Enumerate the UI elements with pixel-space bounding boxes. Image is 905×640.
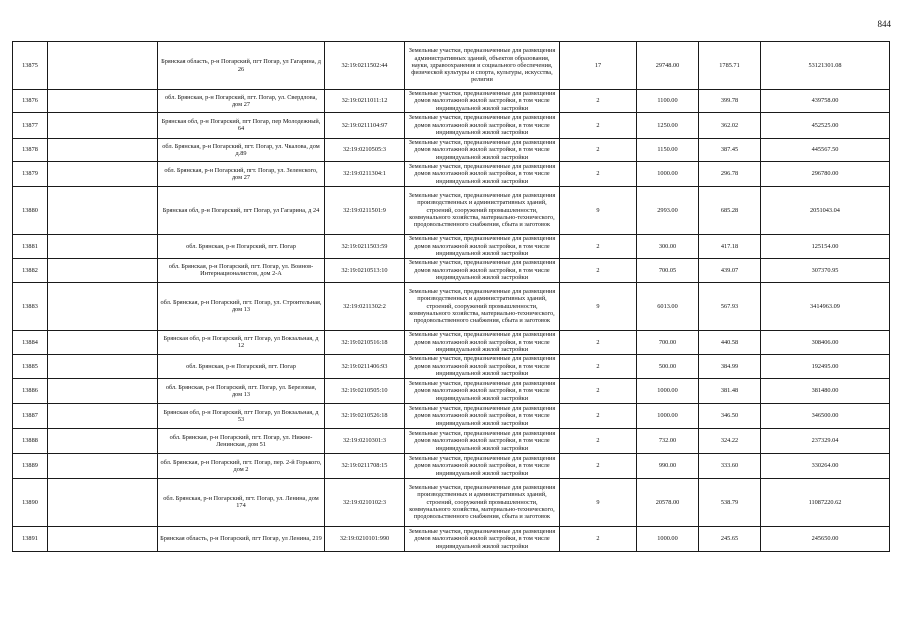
cadastral-number-cell: 32:19:0210505:3	[325, 138, 405, 161]
area-cell: 1000.00	[637, 161, 699, 186]
cadastral-number-cell: 32:19:0211304:1	[325, 161, 405, 186]
row-id-cell: 13881	[13, 234, 48, 258]
table-row	[13, 90, 890, 113]
land-purpose-cell: Земельные участки, предназначенные для размещения домов малоэтажной жилой застройки, в том числе индивидуальной жилой застройки	[405, 234, 560, 258]
specific-value-cell: 685.28	[699, 186, 761, 234]
row-id-cell: 13887	[13, 403, 48, 428]
empty-cell	[48, 234, 158, 258]
specific-value-cell: 333.60	[699, 453, 761, 478]
land-purpose-cell: Земельные участки, предназначенные для размещения домов малоэтажной жилой застройки, в том числе индивидуальной жилой застройки	[405, 428, 560, 453]
table-row	[13, 526, 890, 551]
table-row	[13, 453, 890, 478]
page-number: 844	[877, 19, 891, 29]
specific-value-cell: 245.65	[699, 526, 761, 551]
empty-cell	[48, 453, 158, 478]
row-id-cell: 13880	[13, 186, 48, 234]
cadastral-number-cell: 32:19:0211104:97	[325, 112, 405, 138]
group-cell: 2	[560, 378, 637, 403]
cadastral-number-cell: 32:19:0210526:18	[325, 403, 405, 428]
cadastral-value-cell: 11087220.62	[761, 478, 890, 526]
cadastral-value-cell: 346500.00	[761, 403, 890, 428]
specific-value-cell: 387.45	[699, 138, 761, 161]
group-cell: 2	[560, 453, 637, 478]
area-cell: 1000.00	[637, 526, 699, 551]
cadastral-value-cell: 237329.04	[761, 428, 890, 453]
table-row	[13, 258, 890, 282]
group-cell: 2	[560, 234, 637, 258]
area-cell: 1250.00	[637, 112, 699, 138]
table-row	[13, 282, 890, 330]
row-id-cell: 13879	[13, 161, 48, 186]
group-cell: 2	[560, 90, 637, 113]
row-id-cell: 13888	[13, 428, 48, 453]
cadastral-value-cell: 296780.00	[761, 161, 890, 186]
land-purpose-cell: Земельные участки, предназначенные для размещения производственных и административных зданий, строений, сооружений промышленности, коммунального хозяйства, материально-технического, продовольственного снабжения, сбыта и заготовок	[405, 186, 560, 234]
cadastral-number-cell: 32:19:0210505:10	[325, 378, 405, 403]
empty-cell	[48, 526, 158, 551]
area-cell: 1100.00	[637, 90, 699, 113]
cadastral-value-cell: 245650.00	[761, 526, 890, 551]
specific-value-cell: 296.78	[699, 161, 761, 186]
group-cell: 9	[560, 282, 637, 330]
row-id-cell: 13883	[13, 282, 48, 330]
land-purpose-cell: Земельные участки, предназначенные для размещения домов малоэтажной жилой застройки, в том числе индивидуальной жилой застройки	[405, 90, 560, 113]
empty-cell	[48, 282, 158, 330]
table-row	[13, 478, 890, 526]
cadastral-number-cell: 32:19:0210301:3	[325, 428, 405, 453]
table-row	[13, 330, 890, 354]
row-id-cell: 13882	[13, 258, 48, 282]
cadastral-value-cell: 2051043.04	[761, 186, 890, 234]
group-cell: 2	[560, 112, 637, 138]
empty-cell	[48, 330, 158, 354]
address-cell: обл. Брянская, р-н Погарский, пгт. Погар, пер. 2-й Горького, дом 2	[158, 453, 325, 478]
row-id-cell: 13877	[13, 112, 48, 138]
empty-cell	[48, 478, 158, 526]
cadastral-value-cell: 308406.00	[761, 330, 890, 354]
table-row	[13, 403, 890, 428]
address-cell: Брянская область, р-н Погарский, пгт Погар, ул Гагарина, д 26	[158, 42, 325, 90]
area-cell: 1150.00	[637, 138, 699, 161]
land-purpose-cell: Земельные участки, предназначенные для размещения домов малоэтажной жилой застройки, в том числе индивидуальной жилой застройки	[405, 453, 560, 478]
group-cell: 9	[560, 478, 637, 526]
row-id-cell: 13876	[13, 90, 48, 113]
address-cell: Брянская обл, р-н Погарский, пгт Погар, пер Молодежный, 64	[158, 112, 325, 138]
address-cell: Брянская обл, р-н Погарский, пгт Погар, ул Вокзальная, д 12	[158, 330, 325, 354]
specific-value-cell: 362.02	[699, 112, 761, 138]
land-purpose-cell: Земельные участки, предназначенные для размещения домов малоэтажной жилой застройки, в том числе индивидуальной жилой застройки	[405, 112, 560, 138]
specific-value-cell: 567.93	[699, 282, 761, 330]
group-cell: 2	[560, 403, 637, 428]
empty-cell	[48, 161, 158, 186]
cadastral-value-cell: 192495.00	[761, 354, 890, 378]
row-id-cell: 13889	[13, 453, 48, 478]
cadastral-value-cell: 307370.95	[761, 258, 890, 282]
cadastral-number-cell: 32:19:0211502:44	[325, 42, 405, 90]
cadastral-value-cell: 445567.50	[761, 138, 890, 161]
group-cell: 2	[560, 138, 637, 161]
cadastral-number-cell: 32:19:0210101:990	[325, 526, 405, 551]
land-purpose-cell: Земельные участки, предназначенные для размещения домов малоэтажной жилой застройки, в том числе индивидуальной жилой застройки	[405, 138, 560, 161]
address-cell: обл. Брянская, р-н Погарский, пгт. Погар, ул. Строительная, дом 13	[158, 282, 325, 330]
cadastral-value-cell: 452525.00	[761, 112, 890, 138]
table-row	[13, 428, 890, 453]
area-cell: 1000.00	[637, 378, 699, 403]
address-cell: обл. Брянская, р-н Погарский, пгт. Погар, ул. Березовая, дом 13	[158, 378, 325, 403]
area-cell: 700.05	[637, 258, 699, 282]
area-cell: 2993.00	[637, 186, 699, 234]
table-row	[13, 234, 890, 258]
specific-value-cell: 439.07	[699, 258, 761, 282]
empty-cell	[48, 90, 158, 113]
land-purpose-cell: Земельные участки, предназначенные для размещения домов малоэтажной жилой застройки, в том числе индивидуальной жилой застройки	[405, 330, 560, 354]
table-row	[13, 138, 890, 161]
specific-value-cell: 1785.71	[699, 42, 761, 90]
empty-cell	[48, 112, 158, 138]
cadastral-value-cell: 3414963.09	[761, 282, 890, 330]
row-id-cell: 13886	[13, 378, 48, 403]
cadastral-number-cell: 32:19:0211406:93	[325, 354, 405, 378]
cadastral-value-cell: 439758.00	[761, 90, 890, 113]
address-cell: обл. Брянская, р-н Погарский, пгт. Погар	[158, 354, 325, 378]
row-id-cell: 13884	[13, 330, 48, 354]
empty-cell	[48, 138, 158, 161]
land-purpose-cell: Земельные участки, предназначенные для размещения производственных и административных зданий, строений, сооружений промышленности, коммунального хозяйства, материально-технического, продовольственного снабжения, сбыта и заготовок	[405, 478, 560, 526]
table-row	[13, 42, 890, 90]
specific-value-cell: 417.18	[699, 234, 761, 258]
empty-cell	[48, 428, 158, 453]
group-cell: 17	[560, 42, 637, 90]
empty-cell	[48, 186, 158, 234]
area-cell: 20578.00	[637, 478, 699, 526]
address-cell: Брянская обл, р-н Погарский, пгт Погар, ул Гагарина, д 24	[158, 186, 325, 234]
address-cell: обл. Брянская, р-н Погарский, пгт. Погар, ул. Ленина, дом 174	[158, 478, 325, 526]
row-id-cell: 13878	[13, 138, 48, 161]
group-cell: 2	[560, 526, 637, 551]
cadastral-value-cell: 330264.00	[761, 453, 890, 478]
table-row	[13, 186, 890, 234]
specific-value-cell: 399.78	[699, 90, 761, 113]
group-cell: 2	[560, 428, 637, 453]
land-purpose-cell: Земельные участки, предназначенные для размещения домов малоэтажной жилой застройки, в том числе индивидуальной жилой застройки	[405, 403, 560, 428]
specific-value-cell: 381.48	[699, 378, 761, 403]
area-cell: 500.00	[637, 354, 699, 378]
row-id-cell: 13885	[13, 354, 48, 378]
specific-value-cell: 440.58	[699, 330, 761, 354]
address-cell: Брянская обл, р-н Погарский, пгт Погар, ул Вокзальная, д 53	[158, 403, 325, 428]
land-purpose-cell: Земельные участки, предназначенные для размещения домов малоэтажной жилой застройки, в том числе индивидуальной жилой застройки	[405, 378, 560, 403]
area-cell: 300.00	[637, 234, 699, 258]
address-cell: обл. Брянская, р-н Погарский, пгт. Погар, ул. Нижне-Ленинская, дом 51	[158, 428, 325, 453]
cadastral-value-table	[12, 41, 890, 552]
row-id-cell: 13890	[13, 478, 48, 526]
table-row	[13, 161, 890, 186]
cadastral-number-cell: 32:19:0211503:59	[325, 234, 405, 258]
land-purpose-cell: Земельные участки, предназначенные для размещения административных зданий, объектов образования, науки, здравоохранения и социального обеспечения, физической культуры и спорта, культуры, искусства, религии	[405, 42, 560, 90]
address-cell: обл. Брянская, р-н Погарский, пгт. Погар	[158, 234, 325, 258]
table-row	[13, 378, 890, 403]
cadastral-number-cell: 32:19:0211302:2	[325, 282, 405, 330]
cadastral-number-cell: 32:19:0210513:10	[325, 258, 405, 282]
land-purpose-cell: Земельные участки, предназначенные для размещения домов малоэтажной жилой застройки, в том числе индивидуальной жилой застройки	[405, 526, 560, 551]
empty-cell	[48, 378, 158, 403]
area-cell: 990.00	[637, 453, 699, 478]
area-cell: 700.00	[637, 330, 699, 354]
land-purpose-cell: Земельные участки, предназначенные для размещения домов малоэтажной жилой застройки, в том числе индивидуальной жилой застройки	[405, 354, 560, 378]
address-cell: Брянская область, р-н Погарский, пгт Погар, ул Ленина, 219	[158, 526, 325, 551]
table-row	[13, 112, 890, 138]
row-id-cell: 13891	[13, 526, 48, 551]
group-cell: 2	[560, 330, 637, 354]
cadastral-number-cell: 32:19:0210102:3	[325, 478, 405, 526]
address-cell: обл. Брянская, р-н Погарский, пгт. Погар, ул. Свердлова, дом 27	[158, 90, 325, 113]
address-cell: обл. Брянская, р-н Погарский, пгт. Погар, ул. Воинов-Интернационалистов, дом 2-А	[158, 258, 325, 282]
address-cell: обл. Брянская, р-н Погарский, пгт. Погар, ул. Чкалова, дом д.89	[158, 138, 325, 161]
cadastral-number-cell: 32:19:0210516:18	[325, 330, 405, 354]
empty-cell	[48, 42, 158, 90]
area-cell: 29748.00	[637, 42, 699, 90]
area-cell: 6013.00	[637, 282, 699, 330]
table-row	[13, 354, 890, 378]
cadastral-number-cell: 32:19:0211708:15	[325, 453, 405, 478]
row-id-cell: 13875	[13, 42, 48, 90]
group-cell: 9	[560, 186, 637, 234]
specific-value-cell: 538.79	[699, 478, 761, 526]
empty-cell	[48, 354, 158, 378]
cadastral-value-cell: 53121301.08	[761, 42, 890, 90]
area-cell: 732.00	[637, 428, 699, 453]
cadastral-number-cell: 32:19:0211501:9	[325, 186, 405, 234]
table-body	[13, 42, 890, 552]
area-cell: 1000.00	[637, 403, 699, 428]
specific-value-cell: 346.50	[699, 403, 761, 428]
specific-value-cell: 324.22	[699, 428, 761, 453]
group-cell: 2	[560, 161, 637, 186]
empty-cell	[48, 403, 158, 428]
cadastral-value-cell: 381480.00	[761, 378, 890, 403]
group-cell: 2	[560, 354, 637, 378]
land-purpose-cell: Земельные участки, предназначенные для размещения производственных и административных зданий, строений, сооружений промышленности, коммунального хозяйства, материально-технического, продовольственного снабжения, сбыта и заготовок	[405, 282, 560, 330]
address-cell: обл. Брянская, р-н Погарский, пгт. Погар, ул. Зеленского, дом 27	[158, 161, 325, 186]
land-purpose-cell: Земельные участки, предназначенные для размещения домов малоэтажной жилой застройки, в том числе индивидуальной жилой застройки	[405, 161, 560, 186]
land-purpose-cell: Земельные участки, предназначенные для размещения домов малоэтажной жилой застройки, в том числе индивидуальной жилой застройки	[405, 258, 560, 282]
cadastral-value-cell: 125154.00	[761, 234, 890, 258]
cadastral-number-cell: 32:19:0211011:12	[325, 90, 405, 113]
specific-value-cell: 384.99	[699, 354, 761, 378]
group-cell: 2	[560, 258, 637, 282]
empty-cell	[48, 258, 158, 282]
